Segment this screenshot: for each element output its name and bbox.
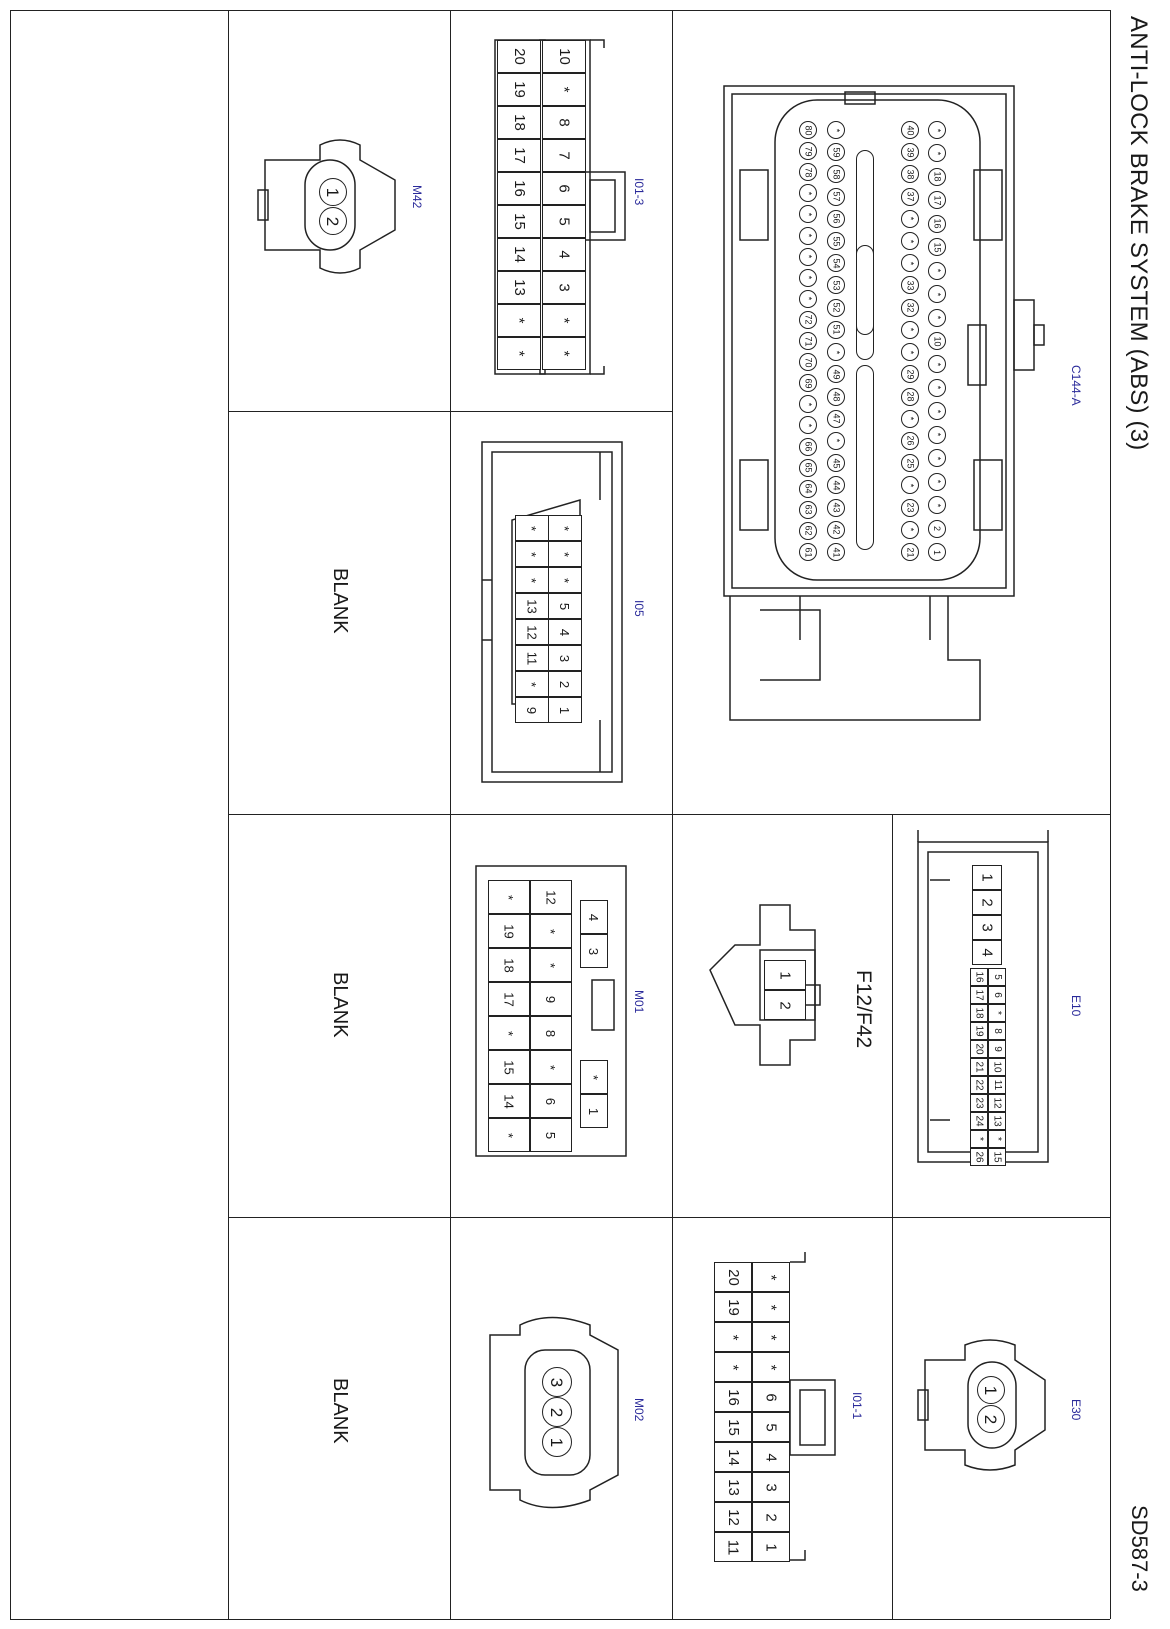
c144a-pin: * (928, 402, 946, 420)
i01-1-pin: 15 (714, 1412, 752, 1442)
frame-line (1110, 10, 1111, 1619)
c144a-pin: 45 (827, 454, 845, 472)
m01-pin: * (488, 1118, 530, 1152)
c144a-pin: * (799, 184, 817, 202)
c144a-pin: 17 (928, 191, 946, 209)
i05-pin: 5 (548, 593, 582, 619)
e10-pin: 11 (988, 1076, 1006, 1094)
c144a-pin: * (928, 285, 946, 303)
e10-pin: 17 (970, 986, 988, 1004)
c144a-pin: 38 (901, 165, 919, 183)
c144a-pin: * (928, 473, 946, 491)
i05-pin: 9 (515, 697, 549, 723)
c144a-pin: * (827, 121, 845, 139)
i01-1-pin: 11 (714, 1532, 752, 1562)
blank-label: BLANK (329, 972, 351, 1038)
e10-pin: 12 (988, 1094, 1006, 1112)
e10-pin: 1 (972, 865, 1002, 890)
c144a-pin: * (928, 262, 946, 280)
c144a-latch-bar (856, 365, 874, 550)
e10-pin: * (970, 1130, 988, 1148)
e10-pin: 6 (988, 986, 1006, 1004)
e10-pin: 24 (970, 1112, 988, 1130)
i01-1-pin: 4 (752, 1442, 790, 1472)
i05-pin: * (548, 567, 582, 593)
c144a-pin: 33 (901, 276, 919, 294)
c144a-pin: 54 (827, 254, 845, 272)
e10-pin: * (988, 1130, 1006, 1148)
c144a-pin: 29 (901, 365, 919, 383)
c144a-pin: 62 (799, 522, 817, 540)
i05-pin: * (515, 671, 549, 697)
e10-pin: 21 (970, 1058, 988, 1076)
c144a-pin: 51 (827, 321, 845, 339)
i01-3-pin: 15 (497, 205, 541, 238)
c144a-pin: 26 (901, 432, 919, 450)
c144a-pin: * (799, 269, 817, 287)
c144a-pin: 25 (901, 454, 919, 472)
i01-1-pin: 12 (714, 1502, 752, 1532)
i01-1-pin: 14 (714, 1442, 752, 1472)
i01-1-pin: 2 (752, 1502, 790, 1532)
i05-pin: 1 (548, 697, 582, 723)
frame-line (10, 10, 11, 1619)
c144a-pin: 63 (799, 501, 817, 519)
c144a-pin: * (827, 432, 845, 450)
i01-3-pin: 19 (497, 73, 541, 106)
c144a-pin: * (901, 254, 919, 272)
c144a-pin: * (928, 426, 946, 444)
f12-f42-pin: 1 (764, 960, 806, 990)
e30-pin: 1 (977, 1376, 1005, 1404)
blank-label: BLANK (329, 568, 351, 634)
c144a-pin: 21 (901, 543, 919, 561)
c144a-pin: 41 (827, 543, 845, 561)
i01-1-pin: * (752, 1262, 790, 1292)
frame-line (10, 10, 1110, 11)
c144a-pin: * (799, 290, 817, 308)
c144a-pin: 61 (799, 543, 817, 561)
connector-label-m42: M42 (410, 185, 424, 209)
c144a-pin: * (799, 205, 817, 223)
m01-pin: * (530, 948, 572, 982)
m42-pin: 1 (319, 178, 347, 206)
i01-1-pin: 13 (714, 1472, 752, 1502)
i05-pin: 2 (548, 671, 582, 697)
c144a-pin: 78 (799, 163, 817, 181)
i01-3-pin: 8 (542, 106, 586, 139)
e10-pin: 5 (988, 968, 1006, 986)
i01-1-pin: 16 (714, 1382, 752, 1412)
i01-3-pin: 14 (497, 238, 541, 271)
connector-label-i01-1: I01-1 (850, 1392, 864, 1420)
m01-pin: 14 (488, 1084, 530, 1118)
c144a-pin: * (928, 309, 946, 327)
i01-3-pin: * (497, 304, 541, 337)
i01-1-pin: 5 (752, 1412, 790, 1442)
i01-3-pin: 10 (542, 40, 586, 73)
m01-pin: 17 (488, 982, 530, 1016)
i01-1-pin: * (752, 1322, 790, 1352)
i01-3-pin: 13 (497, 271, 541, 304)
c144a-pin: 23 (901, 499, 919, 517)
i05-pin: 13 (515, 593, 549, 619)
c144a-pin: 53 (827, 276, 845, 294)
m01-pin: 3 (580, 934, 608, 968)
connector-label-c144a: C144-A (1069, 365, 1083, 406)
i05-pin: 3 (548, 645, 582, 671)
e10-pin: 23 (970, 1094, 988, 1112)
c144a-pin: 64 (799, 480, 817, 498)
c144a-pin: 65 (799, 459, 817, 477)
c144a-pin: 18 (928, 168, 946, 186)
connector-label-m01: M01 (632, 990, 646, 1014)
connector-label-i01-3: I01-3 (632, 178, 646, 206)
e30-pin: 2 (977, 1405, 1005, 1433)
c144a-pin: * (928, 379, 946, 397)
c144a-pin: 71 (799, 332, 817, 350)
i05-pin: * (515, 567, 549, 593)
c144a-pin: 39 (901, 143, 919, 161)
c144a-pin: * (827, 343, 845, 361)
c144a-pin: * (799, 227, 817, 245)
m01-pin: 9 (530, 982, 572, 1016)
i01-1-pin: * (714, 1322, 752, 1352)
connector-label-i05: I05 (632, 600, 646, 617)
i01-3-pin: * (542, 73, 586, 106)
c144a-pin: 10 (928, 332, 946, 350)
connector-label-m02: M02 (632, 1398, 646, 1422)
c144a-pin: * (928, 121, 946, 139)
e10-pin: 15 (988, 1148, 1006, 1166)
c144a-pin: 70 (799, 353, 817, 371)
c144a-pin: * (901, 343, 919, 361)
m01-pin: 6 (530, 1084, 572, 1118)
c144a-pin: * (799, 395, 817, 413)
frame-line (228, 814, 1110, 815)
c144a-pin: 79 (799, 142, 817, 160)
e10-pin: 9 (988, 1040, 1006, 1058)
c144a-pin: 69 (799, 374, 817, 392)
c144a-pin: 43 (827, 499, 845, 517)
e10-pin: 4 (972, 940, 1002, 965)
e10-pin: 2 (972, 890, 1002, 915)
connector-label-f12-f42: F12/F42 (852, 970, 875, 1049)
m02-pin: 2 (542, 1397, 572, 1427)
i01-1-pin: 19 (714, 1292, 752, 1322)
i05-pin: 11 (515, 645, 549, 671)
e10-pin: 16 (970, 968, 988, 986)
c144a-pin: * (901, 210, 919, 228)
c144a-pin: 1 (928, 543, 946, 561)
c144a-pin: 80 (799, 121, 817, 139)
c144a-pin: 49 (827, 365, 845, 383)
i05-pin: * (548, 541, 582, 567)
c144a-pin: * (901, 521, 919, 539)
m01-pin: 4 (580, 900, 608, 934)
i01-3-pin: 7 (542, 139, 586, 172)
c144a-pin: * (928, 449, 946, 467)
m01-pin: * (530, 1050, 572, 1084)
i05-pin: 4 (548, 619, 582, 645)
i01-3-pin: * (497, 337, 541, 370)
c144a-pin: 16 (928, 215, 946, 233)
i01-3-pin: 18 (497, 106, 541, 139)
c144a-pin: 28 (901, 388, 919, 406)
c144a-pin: 56 (827, 210, 845, 228)
c144a-pin: 58 (827, 165, 845, 183)
e10-pin: 13 (988, 1112, 1006, 1130)
i01-3-pin: 6 (542, 172, 586, 205)
c144a-latch-bar (856, 245, 874, 360)
m01-pin: 18 (488, 948, 530, 982)
connector-label-e30: E30 (1069, 1399, 1083, 1421)
page-title: ANTI-LOCK BRAKE SYSTEM (ABS) (3) (1125, 16, 1152, 451)
c144a-pin: 42 (827, 521, 845, 539)
i01-3-pin: * (542, 304, 586, 337)
i05-pin: * (515, 541, 549, 567)
i01-1-pin: 3 (752, 1472, 790, 1502)
m02-pin: 3 (542, 1367, 572, 1397)
e10-pin: 22 (970, 1076, 988, 1094)
i05-pin: * (548, 515, 582, 541)
e10-pin: 26 (970, 1148, 988, 1166)
i01-1-pin: 6 (752, 1382, 790, 1412)
i05-pin: 12 (515, 619, 549, 645)
m01-pin: 12 (530, 880, 572, 914)
c144a-pin: * (928, 355, 946, 373)
frame-line (228, 1217, 1110, 1218)
blank-label: BLANK (329, 1378, 351, 1444)
c144a-pin: 55 (827, 232, 845, 250)
i01-3-pin: 17 (497, 139, 541, 172)
c144a-pin: * (901, 410, 919, 428)
c144a-pin: * (928, 496, 946, 514)
i01-1-pin: 1 (752, 1532, 790, 1562)
c144a-pin: 48 (827, 388, 845, 406)
c144a-pin: * (901, 476, 919, 494)
m01-pin: 5 (530, 1118, 572, 1152)
m01-pin: * (488, 880, 530, 914)
c144a-pin: * (928, 144, 946, 162)
connector-label-e10: E10 (1069, 995, 1083, 1017)
c144a-pin: 52 (827, 299, 845, 317)
i01-3-pin: * (542, 337, 586, 370)
e10-pin: 8 (988, 1022, 1006, 1040)
c144a-pin: 44 (827, 476, 845, 494)
m01-pin: 8 (530, 1016, 572, 1050)
c144a-pin: 32 (901, 299, 919, 317)
c144a-pin: * (799, 248, 817, 266)
i01-3-pin: 4 (542, 238, 586, 271)
e10-pin: 19 (970, 1022, 988, 1040)
i01-1-pin: * (714, 1352, 752, 1382)
m01-pin: 15 (488, 1050, 530, 1084)
i01-1-pin: * (752, 1292, 790, 1322)
m01-pin: * (488, 1016, 530, 1050)
i01-3-pin: 3 (542, 271, 586, 304)
c144a-pin: 15 (928, 238, 946, 256)
m42-pin: 2 (319, 207, 347, 235)
m02-pin: 1 (542, 1427, 572, 1457)
c144a-pin: * (901, 232, 919, 250)
i01-3-pin: 5 (542, 205, 586, 238)
i01-3-pin: 16 (497, 172, 541, 205)
frame-line (228, 411, 672, 412)
c144a-pin: 72 (799, 311, 817, 329)
c144a-pin: 57 (827, 188, 845, 206)
c144a-pin: * (799, 416, 817, 434)
frame-line (10, 1619, 1110, 1620)
i01-1-pin: 20 (714, 1262, 752, 1292)
e10-pin: * (988, 1004, 1006, 1022)
m01-pin: 19 (488, 914, 530, 948)
document-id: SD587-3 (1127, 1505, 1152, 1592)
e10-pin: 3 (972, 915, 1002, 940)
i05-pin: * (515, 515, 549, 541)
e10-pin: 10 (988, 1058, 1006, 1076)
m01-pin: 1 (580, 1094, 608, 1128)
i01-3-pin: 20 (497, 40, 541, 73)
c144a-pin: 59 (827, 143, 845, 161)
i01-1-pin: * (752, 1352, 790, 1382)
m01-pin: * (580, 1060, 608, 1094)
c144a-pin: 47 (827, 410, 845, 428)
c144a-pin: * (901, 321, 919, 339)
c144a-pin: 37 (901, 188, 919, 206)
c144a-pin: 2 (928, 520, 946, 538)
c144a-pin: 40 (901, 121, 919, 139)
c144a-pin: 66 (799, 438, 817, 456)
f12-f42-pin: 2 (764, 990, 806, 1020)
e10-pin: 18 (970, 1004, 988, 1022)
m01-pin: * (530, 914, 572, 948)
e10-pin: 20 (970, 1040, 988, 1058)
